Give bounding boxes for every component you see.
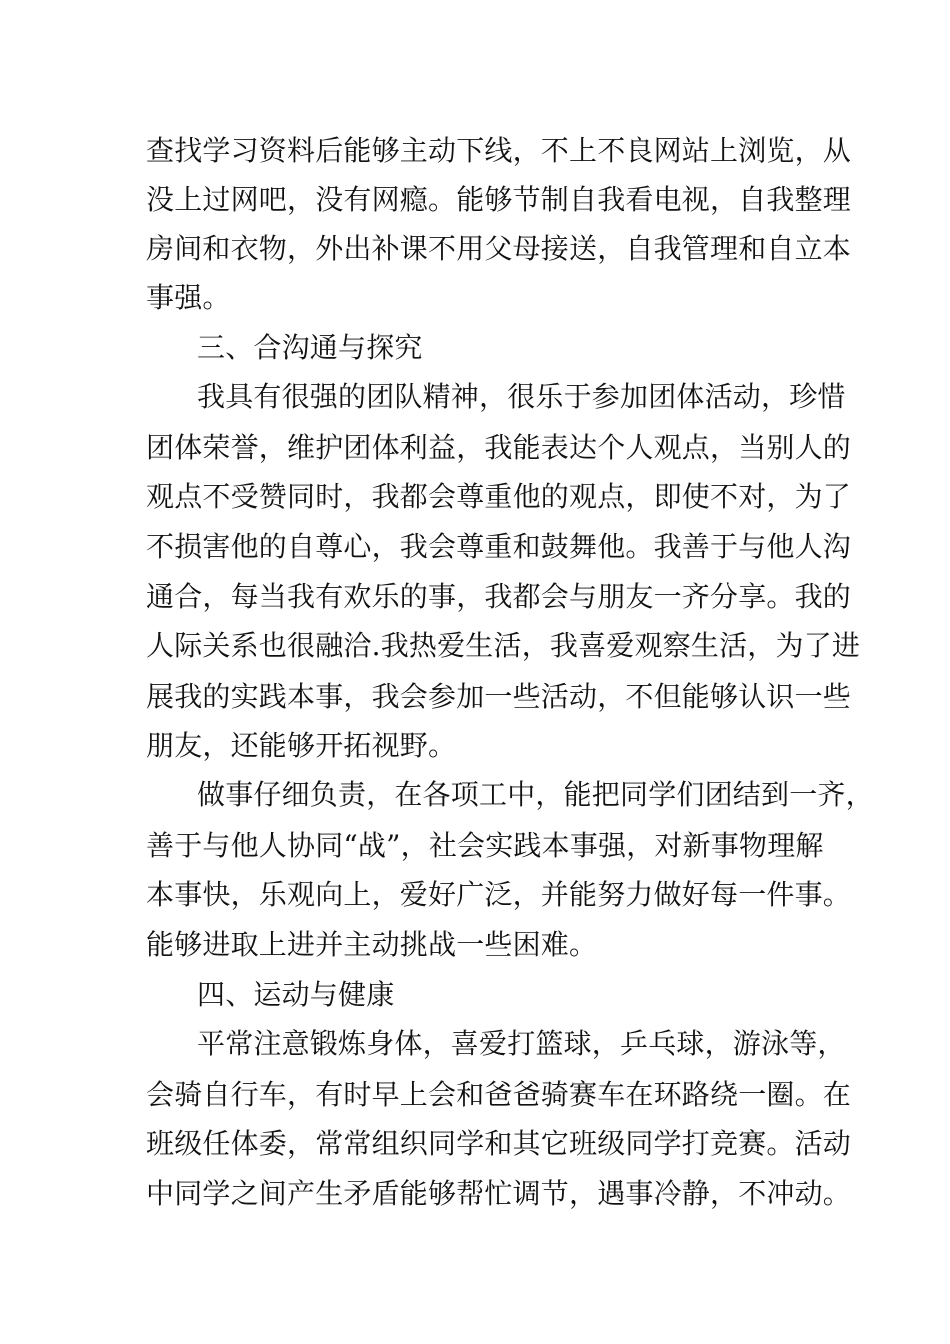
body-text-line: 不损害他的自尊心，我会尊重和鼓舞他。我善于与他人沟 xyxy=(146,530,852,563)
body-text-line: 善于与他人协同“战”，社会实践本事强，对新事物理解 xyxy=(146,829,824,862)
body-text-line: 会骑自行车，有时早上会和爸爸骑赛车在环路绕一圈。在 xyxy=(146,1078,852,1111)
body-text-line: 房间和衣物，外出补课不用父母接送，自我管理和自立本 xyxy=(146,232,852,265)
body-text-line: 查找学习资料后能够主动下线，不上不良网站上浏览，从 xyxy=(146,134,852,167)
body-text-line: 事强。 xyxy=(146,281,231,314)
body-text-line: 中同学之间产生矛盾能够帮忙调节，遇事冷静，不冲动。 xyxy=(146,1177,852,1210)
body-text-line: 班级任体委，常常组织同学和其它班级同学打竞赛。活动 xyxy=(146,1127,852,1160)
body-text-line: 人际关系也很融洽.我热爱生活，我喜爱观察生活，为了进 xyxy=(146,629,861,662)
body-text-line: 本事快，乐观向上，爱好广泛，并能努力做好每一件事。 xyxy=(146,878,852,911)
body-text-line: 我具有很强的团队精神，很乐于参加团体活动，珍惜 xyxy=(197,380,846,413)
body-text-line: 平常注意锻炼身体，喜爱打篮球，乒乓球，游泳等， xyxy=(197,1027,846,1060)
body-text-line: 做事仔细负责，在各项工中，能把同学们团结到一齐， xyxy=(197,778,874,811)
body-text-line: 观点不受赞同时，我都会尊重他的观点，即使不对，为了 xyxy=(146,480,852,513)
section-heading: 三、合沟通与探究 xyxy=(197,331,423,364)
body-text-line: 团体荣誉，维护团体利益，我能表达个人观点，当别人的 xyxy=(146,431,852,464)
body-text-line: 展我的实践本事，我会参加一些活动，不但能够认识一些 xyxy=(146,680,852,713)
body-text-line: 没上过网吧，没有网瘾。能够节制自我看电视，自我整理 xyxy=(146,183,852,216)
body-text-line: 通合，每当我有欢乐的事，我都会与朋友一齐分享。我的 xyxy=(146,580,852,613)
section-heading: 四、运动与健康 xyxy=(197,978,395,1011)
body-text-line: 朋友，还能够开拓视野。 xyxy=(146,729,457,762)
body-text-line: 能够进取上进并主动挑战一些困难。 xyxy=(146,928,598,961)
